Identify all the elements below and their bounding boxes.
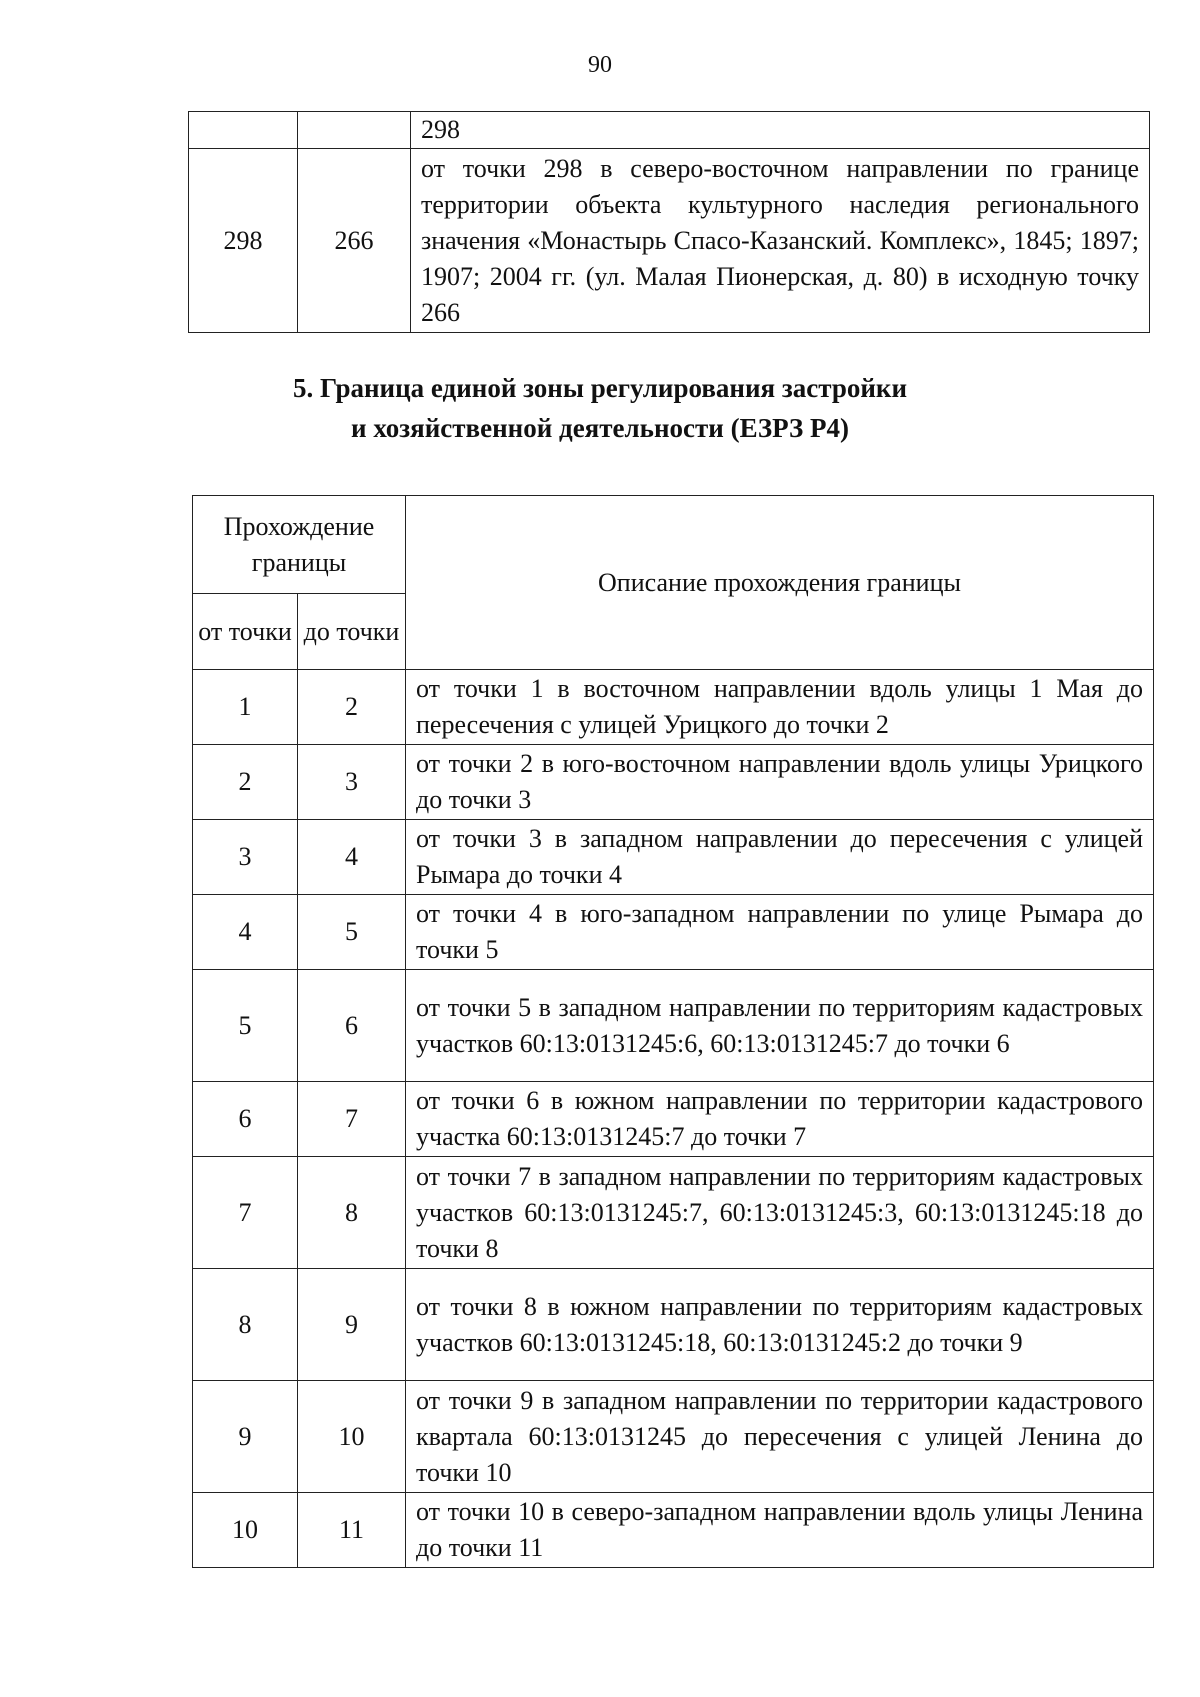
header-description: Описание прохождения границы — [406, 496, 1154, 670]
section-title-line: и хозяйственной деятельности (ЕЗРЗ Р4) — [351, 413, 849, 443]
description-cell: от точки 4 в юго-западном направлении по улице Рымара до точки 5 — [406, 895, 1154, 970]
from-point-cell: 1 — [193, 670, 298, 745]
description-cell: от точки 8 в южном направлении по территориям кадастровых участков 60:13:0131245:18, 60:13:0131245:2 до точки 9 — [406, 1269, 1154, 1381]
from-point-cell: 5 — [193, 970, 298, 1082]
header-to: до точки — [298, 594, 406, 670]
from-point-cell: 7 — [193, 1157, 298, 1269]
from-point-cell — [189, 112, 298, 149]
table-row — [193, 970, 1154, 1082]
description-cell: от точки 3 в западном направлении до пересечения с улицей Рымара до точки 4 — [406, 820, 1154, 895]
description-cell: от точки 7 в западном направлении по территориям кадастровых участков 60:13:0131245:7, 60:13:0131245:3, 60:13:0131245:18 до точки 8 — [406, 1157, 1154, 1269]
table-row — [193, 1493, 1154, 1568]
header-row — [193, 496, 1154, 594]
to-point-cell: 5 — [298, 895, 406, 970]
from-point-cell: 8 — [193, 1269, 298, 1381]
to-point-cell: 7 — [298, 1082, 406, 1157]
from-point-cell: 2 — [193, 745, 298, 820]
table-row — [193, 820, 1154, 895]
from-point-cell: 9 — [193, 1381, 298, 1493]
boundary-table — [192, 495, 1154, 1568]
section-title-line: 5. Граница единой зоны регулирования застройки — [293, 373, 907, 403]
table-row — [193, 1381, 1154, 1493]
description-cell: от точки 2 в юго-восточном направлении вдоль улицы Урицкого до точки 3 — [406, 745, 1154, 820]
description-cell: от точки 9 в западном направлении по территории кадастрового квартала 60:13:0131245 до пересечения с улицей Ленина до точки 10 — [406, 1381, 1154, 1493]
table-row — [193, 670, 1154, 745]
table-row — [193, 895, 1154, 970]
to-point-cell: 4 — [298, 820, 406, 895]
to-point-cell — [298, 112, 411, 149]
to-point-cell: 10 — [298, 1381, 406, 1493]
to-point-cell: 9 — [298, 1269, 406, 1381]
to-point-cell: 11 — [298, 1493, 406, 1568]
header-passage: Прохождение границы — [193, 496, 406, 594]
to-point-cell: 8 — [298, 1157, 406, 1269]
description-cell: от точки 1 в восточном направлении вдоль улицы 1 Мая до пересечения с улицей Урицкого до точки 2 — [406, 670, 1154, 745]
from-point-cell: 4 — [193, 895, 298, 970]
to-point-cell: 2 — [298, 670, 406, 745]
to-point-cell: 6 — [298, 970, 406, 1082]
table-row — [193, 1082, 1154, 1157]
description-cell: 298 — [411, 112, 1150, 149]
table-row — [193, 1269, 1154, 1381]
description-cell: от точки 5 в западном направлении по территориям кадастровых участков 60:13:0131245:6, 60:13:0131245:7 до точки 6 — [406, 970, 1154, 1082]
section-title — [0, 368, 1200, 448]
table-row — [189, 112, 1150, 149]
from-point-cell: 6 — [193, 1082, 298, 1157]
table-row — [189, 149, 1150, 333]
description-cell: от точки 10 в северо-западном направлении вдоль улицы Ленина до точки 11 — [406, 1493, 1154, 1568]
to-point-cell: 3 — [298, 745, 406, 820]
description-cell: от точки 298 в северо-восточном направлении по границе территории объекта культурного наследия регионального значения «Монастырь Спасо-Казанский. Комплекс», 1845; 1897; 1907; 2004 гг. (ул. Малая Пионерская, д. 80) в исходную точку 266 — [411, 149, 1150, 333]
table-row — [193, 1157, 1154, 1269]
header-from: от точки — [193, 594, 298, 670]
table-row — [193, 745, 1154, 820]
description-cell: от точки 6 в южном направлении по территории кадастрового участка 60:13:0131245:7 до точки 7 — [406, 1082, 1154, 1157]
to-point-cell: 266 — [298, 149, 411, 333]
from-point-cell: 298 — [189, 149, 298, 333]
continuation-table — [188, 111, 1150, 333]
from-point-cell: 10 — [193, 1493, 298, 1568]
page-number: 90 — [588, 52, 612, 78]
from-point-cell: 3 — [193, 820, 298, 895]
